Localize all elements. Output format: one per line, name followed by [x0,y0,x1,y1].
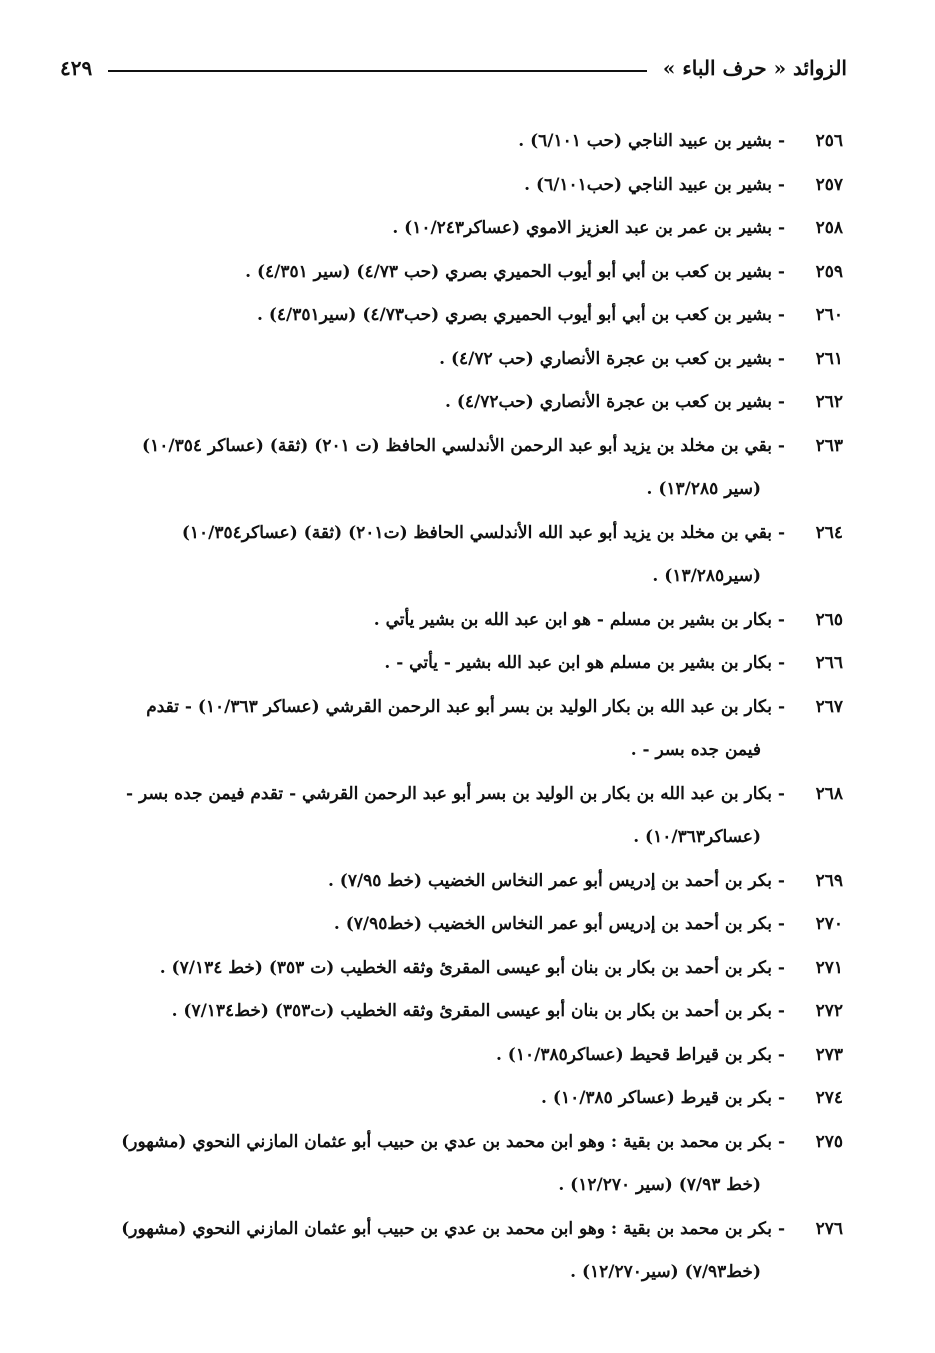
entry-number: ٢٧٤ [815,1088,843,1108]
entry-number: ٢٦٠ [815,305,843,325]
list-item [80,120,843,164]
list-item [80,773,843,860]
entry-number: ٢٦٨ [815,783,843,804]
entry-text: - بشير بن عبيد الناجي (حب٦/١٠١) . [524,174,785,195]
entry-number: ٢٧٥ [815,1131,843,1152]
entry-number: ٢٦٦ [815,653,843,673]
page-header [60,46,847,90]
entry-text: - بقي بن مخلد بن يزيد أبو عبد الرحمن الأندلسي الحافظ (ت ٢٠١) (ثقة) (عساكر ١٠/٣٥٤) [142,435,785,456]
entry-number: ٢٧٦ [815,1218,843,1239]
list-item [80,642,843,686]
entry-text: - بكار بن عبد الله بن بكار الوليد بن بسر أبو عبد الرحمن القرشي (عساكر ١٠/٣٦٣) - تقدم [146,696,785,717]
list-item [80,990,843,1034]
entry-number: ٢٦٧ [815,696,843,717]
entry-number: ٢٥٧ [815,174,843,195]
entry-text: - بكار بن بشير بن مسلم - هو ابن عبد الله بن بشير يأتي . [373,609,785,630]
entry-number: ٢٧٢ [815,1001,843,1021]
list-item [80,425,843,512]
list-item [80,860,843,904]
header-rule [108,70,647,72]
list-item [80,1121,843,1208]
entry-text: - بقي بن مخلد بن يزيد أبو عبد الله الأندلسي الحافظ (ت٢٠١) (ثقة) (عساكر١٠/٣٥٤) [181,522,785,543]
list-item [80,164,843,208]
running-title: الزوائد « حرف الباء » [662,56,847,80]
entry-text: - بشير بن كعب بن أبي أبو أيوب الحميري بصري (حب ٤/٧٣) (سير ٤/٣٥١) . [245,261,785,282]
list-item [80,1034,843,1078]
entry-number: ٢٥٩ [815,261,843,282]
entry-text: - بشير بن عبيد الناجي (حب ٦/١٠١) . [518,131,785,151]
entry-continuation: (عساكر١٠/٣٦٣) . [633,827,761,847]
entry-text: - بكار بن بشير بن مسلم هو ابن عبد الله بشير - يأتي - . [384,653,785,673]
entry-text: - بشير بن كعب بن أبي أبو أيوب الحميري بصري (حب٤/٧٣) (سير٤/٣٥١) . [256,305,785,325]
entry-number: ٢٦٥ [815,609,843,630]
entry-number: ٢٥٨ [815,218,843,238]
list-item [80,381,843,425]
entry-text: - بكر بن أحمد بن بكار بن بنان أبو عيسى المقرئ وثقه الخطيب (ت ٣٥٣) (خط ٧/١٣٤) . [159,957,785,978]
list-item [80,1077,843,1121]
entry-text: - بكر بن قيرط (عساكر ١٠/٣٨٥) . [541,1088,785,1108]
list-item [80,294,843,338]
list-item [80,947,843,991]
entry-number: ٢٧٠ [815,914,843,934]
entry-text: - بكار بن عبد الله بن بكار بن الوليد بن بسر أبو عبد الرحمن القرشي - تقدم فيمن جده بسر - [126,783,785,804]
list-item [80,686,843,773]
entry-text: - بكر بن أحمد بن إدريس أبو عمر النخاس الخضيب (خط ٧/٩٥) . [327,870,785,891]
page-number: ٤٢٩ [60,56,93,80]
entry-continuation: (سير ١٣/٢٨٥) . [646,479,761,499]
entry-text: - بكر بن محمد بن بقية : وهو ابن محمد بن عدي بن حبيب أبو عثمان المازني النحوي (مشهور) [121,1218,785,1239]
entry-number: ٢٦٩ [815,870,843,891]
list-item [80,512,843,599]
entry-text: - بشير بن عمر بن عبد العزيز الاموي (عساكر١٠/٢٤٣) . [392,218,785,238]
entry-list [80,120,843,1295]
entry-continuation: (خط٧/٩٣) (سير١٢/٢٧٠) . [570,1262,761,1282]
entry-continuation: (سير١٣/٢٨٥) . [652,566,761,586]
list-item [80,599,843,643]
entry-number: ٢٧١ [815,957,843,978]
entry-text: - بكر بن قيراط قحيط (عساكر١٠/٣٨٥) . [495,1044,785,1065]
entry-continuation: فيمن جده بسر - . [630,740,761,760]
entry-text: - بكر بن محمد بن بقية : وهو ابن محمد بن عدي بن حبيب أبو عثمان المازني النحوي (مشهور) [121,1131,785,1152]
list-item [80,338,843,382]
entry-continuation: (خط ٧/٩٣) (سير ١٢/٢٧٠) . [558,1175,761,1195]
list-item [80,207,843,251]
entry-number: ٢٦٤ [815,522,843,543]
list-item [80,251,843,295]
entry-number: ٢٦٢ [815,392,843,412]
entry-text: - بشير بن كعب بن عجرة الأنصاري (حب ٤/٧٢) . [439,348,785,369]
list-item [80,1208,843,1295]
entry-number: ٢٧٣ [815,1044,843,1065]
entry-text: - بشير بن كعب بن عجرة الأنصاري (حب٤/٧٢) . [445,392,785,412]
entry-number: ٢٦٣ [815,435,843,456]
entry-number: ٢٦١ [815,348,843,369]
entry-number: ٢٥٦ [815,131,843,151]
entry-text: - بكر بن أحمد بن إدريس أبو عمر النخاس الخضيب (خط٧/٩٥) . [333,914,785,934]
list-item [80,903,843,947]
entry-text: - بكر بن أحمد بن بكار بن بنان أبو عيسى المقرئ وثقه الخطيب (ت٣٥٣) (خط٧/١٣٤) . [171,1001,785,1021]
